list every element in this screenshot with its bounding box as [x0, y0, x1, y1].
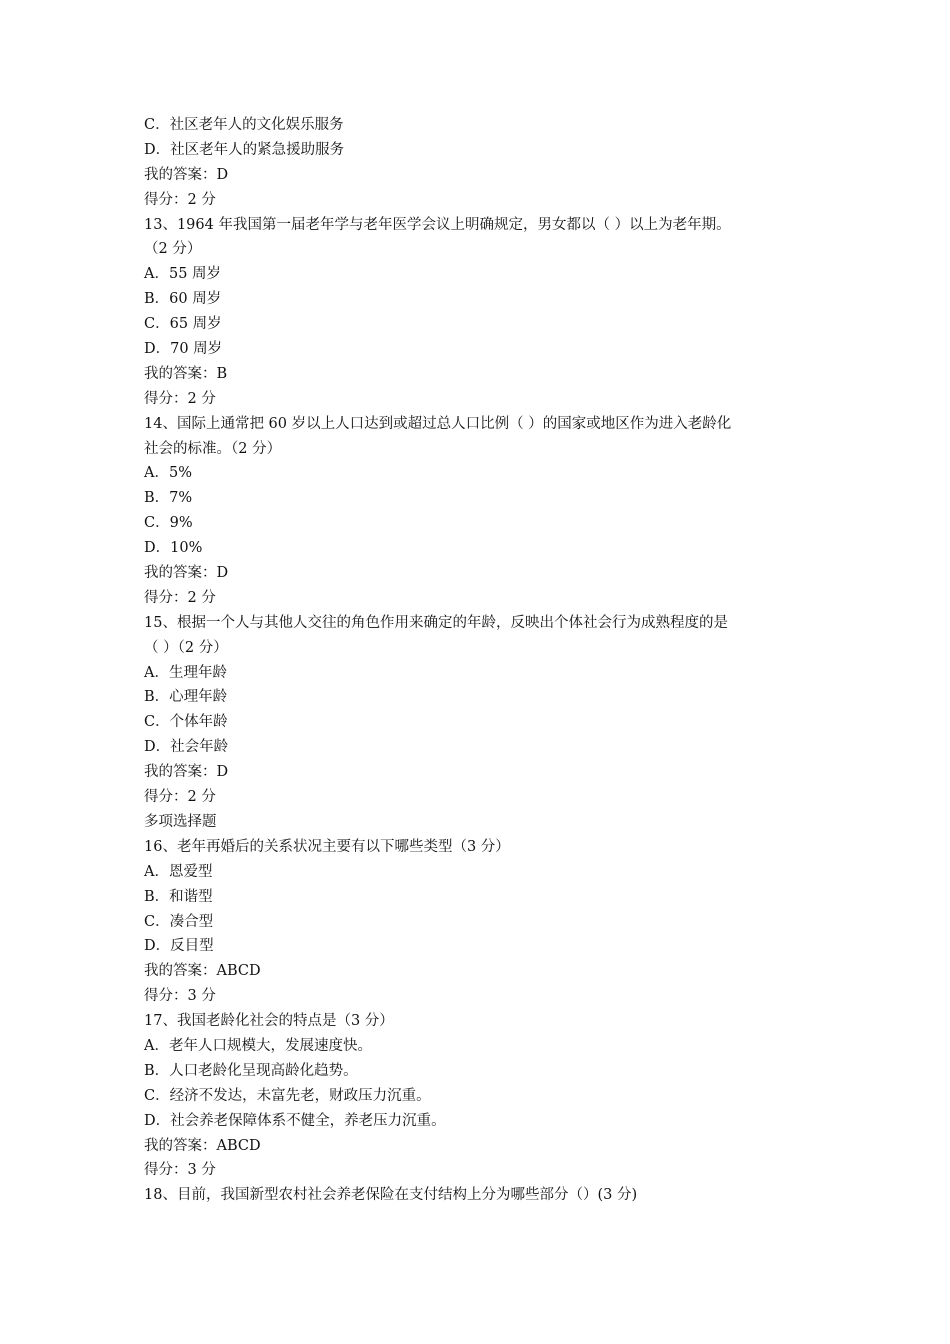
question-15-text-cont: （ ）（2 分）: [144, 639, 228, 656]
question-13-text: 13、1964 年我国第一届老年学与老年医学会议上明确规定，男女都以（ ）以上为老年期。: [144, 216, 731, 233]
section-heading-multiple-choice: 多项选择题: [144, 813, 217, 830]
option-b-q17: B．人口老龄化呈现高龄化趋势。: [144, 1062, 358, 1079]
my-answer-q13: 我的答案：B: [144, 365, 228, 382]
option-a-q16: A．恩爱型: [144, 863, 213, 880]
question-14-text-cont: 社会的标准。（2 分）: [144, 440, 282, 457]
option-b-q16: B．和谐型: [144, 888, 213, 905]
question-15-text: 15、根据一个人与其他人交往的角色作用来确定的年龄，反映出个体社会行为成熟程度的是: [144, 614, 728, 631]
score-q12: 得分：2 分: [144, 191, 216, 208]
option-b-q14: B．7%: [144, 490, 193, 507]
score-q13: 得分：2 分: [144, 390, 216, 407]
option-b-q15: B．心理年龄: [144, 689, 228, 706]
option-a-q15: A．生理年龄: [144, 664, 227, 681]
score-q14: 得分：2 分: [144, 589, 216, 606]
option-c-q15: C．个体年龄: [144, 714, 228, 731]
option-d-q16: D．反目型: [144, 938, 214, 955]
score-q15: 得分：2 分: [144, 789, 216, 806]
option-a-q13: A．55 周岁: [144, 266, 222, 283]
score-q16: 得分：3 分: [144, 988, 216, 1005]
option-d-q15: D．社会年龄: [144, 739, 229, 756]
option-d-q13: D．70 周岁: [144, 341, 223, 358]
question-14-text: 14、国际上通常把 60 岁以上人口达到或超过总人口比例（ ）的国家或地区作为进入老龄化: [144, 415, 732, 432]
question-18-text: 18、目前，我国新型农村社会养老保险在支付结构上分为哪些部分（）(3 分): [144, 1187, 638, 1204]
my-answer-q15: 我的答案：D: [144, 764, 229, 781]
my-answer-q16: 我的答案：ABCD: [144, 963, 261, 980]
question-16-text: 16、老年再婚后的关系状况主要有以下哪些类型（3 分）: [144, 838, 510, 855]
my-answer-q17: 我的答案：ABCD: [144, 1137, 261, 1154]
my-answer-q14: 我的答案：D: [144, 565, 229, 582]
option-c-q12: C．社区老年人的文化娱乐服务: [144, 117, 344, 133]
option-d-q12: D．社区老年人的紧急援助服务: [144, 141, 345, 158]
document-page: [144, 113, 814, 1208]
option-c-q17: C．经济不发达，未富先老，财政压力沉重。: [144, 1087, 431, 1104]
my-answer-q12: 我的答案：D: [144, 166, 229, 183]
question-13-text-cont: （2 分）: [144, 241, 202, 258]
option-b-q13: B．60 周岁: [144, 291, 222, 308]
option-a-q14: A．5%: [144, 465, 192, 482]
option-a-q17: A．老年人口规模大，发展速度快。: [144, 1037, 372, 1054]
option-d-q17: D．社会养老保障体系不健全，养老压力沉重。: [144, 1112, 446, 1129]
score-q17: 得分：3 分: [144, 1162, 216, 1179]
question-17-text: 17、我国老龄化社会的特点是（3 分）: [144, 1013, 394, 1030]
option-d-q14: D．10%: [144, 540, 203, 557]
option-c-q14: C．9%: [144, 515, 193, 532]
option-c-q13: C．65 周岁: [144, 316, 222, 333]
option-c-q16: C．凑合型: [144, 913, 214, 930]
